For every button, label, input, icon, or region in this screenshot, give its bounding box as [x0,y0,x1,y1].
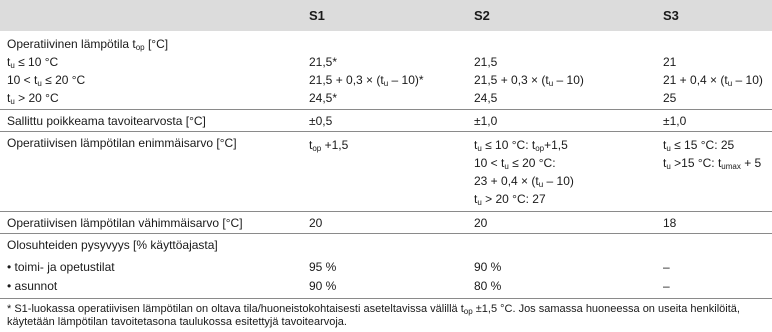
footnote-divider [0,298,772,299]
g4-s3: 18 [663,216,677,230]
g3-s2-line4: $t_u > 20$ °C: 27 [474,192,546,207]
g5-r2-label: • asunnot [7,279,58,293]
g1-r1-s3: 21 [663,55,677,69]
g5-r1-s1: 95 % [309,260,337,274]
g1-r3-s3: 25 [663,91,677,105]
g3-s1: $t_{op} +1,5$ [309,138,349,153]
divider [0,211,772,212]
g2-title: Sallittu poikkeama tavoitearvosta [°C] [7,114,206,128]
g1-r1-s1: 21,5* [309,55,338,69]
g5-r1-s2: 90 % [474,260,502,274]
g3-s3-line1: $t_u \le 15$ °C: 25 [663,138,735,153]
g3-s2-line1: $t_u \le 10$ °C: $t_{op}+1,5$ [474,138,568,153]
table-header [0,0,772,31]
g5-title: Olosuhteiden pysyvyys [% käyttöajasta] [7,238,218,252]
g5-r2-s2: 80 % [474,279,502,293]
g1-r3-s2: 24,5 [474,91,498,105]
g1-r2-s2: $21,5 + 0,3 \times (t_u - 10)$ [474,73,584,88]
g4-title: Operatiivisen lämpötilan vähimmäisarvo [°C] [7,216,243,230]
g1-r1-s2: 21,5 [474,55,498,69]
g1-r2-s3: $21 + 0,4 \times (t_u - 10)$ [663,73,763,88]
g2-s1: ±0,5 [309,114,333,128]
g5-r2-s3: – [663,279,670,293]
g1-r3-s1: 24,5* [309,91,338,105]
g2-s3: ±1,0 [663,114,687,128]
g1-r3-condition: $t_u > 20$ °C [7,91,59,106]
g1-r2-s1: $21,5 + 0,3 \times (t_u - 10)*$ [309,73,424,88]
header-col-s1: S1 [309,8,325,23]
g4-s2: 20 [474,216,488,230]
g5-r2-s1: 90 % [309,279,337,293]
g3-s3-line2: $t_u >15$ °C: $t_{umax} + 5$ [663,156,762,171]
g1-r2-condition: $10 < t_u \le 20$ °C [7,73,86,88]
g5-r1-label: • toimi- ja opetustilat [7,260,115,274]
g1-r1-condition: $t_u \le 10$ °C [7,55,59,70]
divider [0,131,772,132]
g3-s2-line3: $23 + 0,4 \times (t_u - 10)$ [474,174,574,189]
g5-r1-s3: – [663,260,670,274]
divider [0,109,772,110]
g1-title: Operatiivinen lämpötila $t_{op}$ [°C] [7,37,169,52]
g3-title: Operatiivisen lämpötilan enimmäisarvo [°C] [7,136,237,150]
footnote: * S1-luokassa operatiivisen lämpötilan on oltava tila/huoneistokohtaisesti aseteltavissa välillä $t_{op} \pm 1,5$ °C. Jos samassa huoneessa on useita henkilöitä, käytetään lämpötilan tavoitetasona taulukossa esitettyjä tavoitearvoja. [7,303,740,328]
divider [0,233,772,234]
g2-s2: ±1,0 [474,114,498,128]
g4-s1: 20 [309,216,323,230]
g3-s2-line2: $10 < t_u \le 20$ °C: [474,156,556,171]
header-col-s2: S2 [474,8,490,23]
header-col-s3: S3 [663,8,679,23]
